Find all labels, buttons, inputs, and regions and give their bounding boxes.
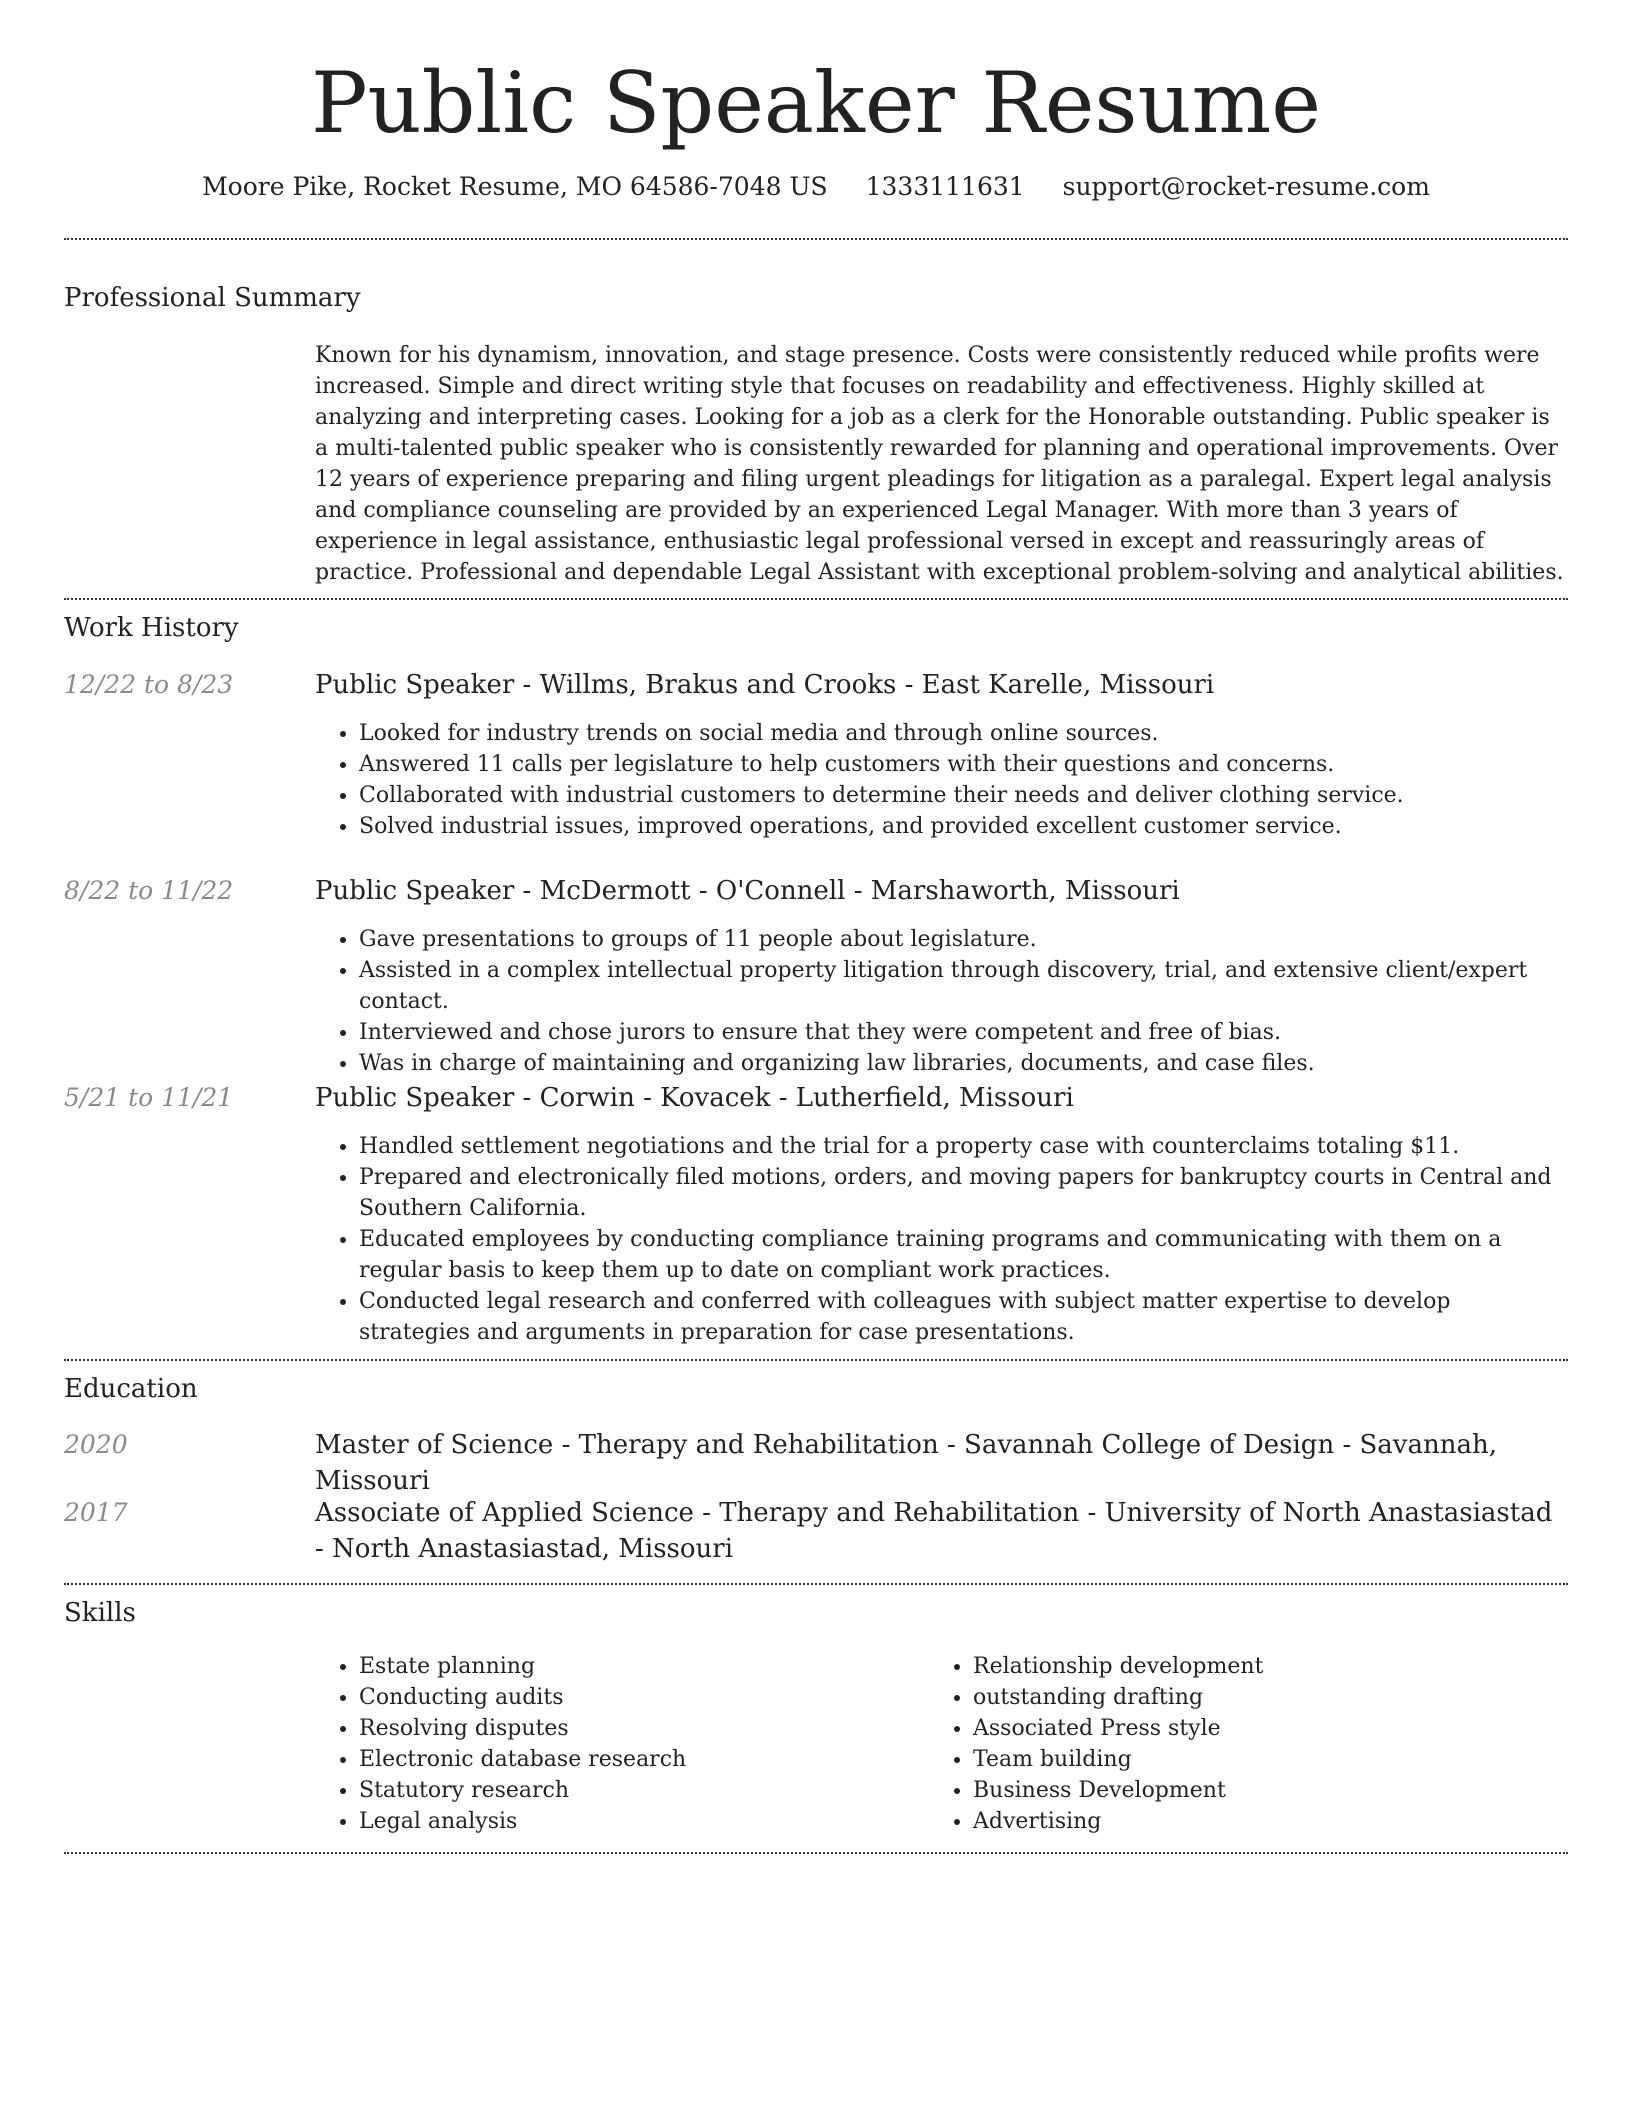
list-item: • Collaborated with industrial customers to determine their needs and deliver clothing service. <box>359 780 1568 811</box>
list-item: • Educated employees by conducting compliance training programs and communicating with them on a regular basis to keep them up to date on compliant work practices. <box>359 1224 1568 1286</box>
list-item: • Prepared and electronically filed motions, orders, and moving papers for bankruptcy courts in Central and Southern California. <box>359 1162 1568 1224</box>
job-title: Public Speaker - McDermott - O'Connell - Marshaworth, Missouri <box>315 876 1180 906</box>
skills-list-left <box>315 1651 875 1837</box>
job-dates: 5/21 to 11/21 <box>64 1083 234 1112</box>
list-item: • Was in charge of maintaining and organizing law libraries, documents, and case files. <box>359 1048 1568 1079</box>
education-entry <box>315 1495 1568 1567</box>
list-item: • Resolving disputes <box>359 1713 875 1744</box>
job-bullets <box>315 1131 1568 1348</box>
contact-phone: 1333111631 <box>865 172 1025 201</box>
section-heading-education: Education <box>64 1374 198 1404</box>
section-heading-summary: Professional Summary <box>64 283 361 313</box>
education-entry <box>315 1427 1568 1499</box>
list-item: • Looked for industry trends on social media and through online sources. <box>359 718 1568 749</box>
section-heading-skills: Skills <box>64 1598 136 1628</box>
education-school: - University of North Anastasiastad - North Anastasiastad, Missouri <box>315 1498 1553 1564</box>
divider <box>64 238 1568 240</box>
list-item: • Estate planning <box>359 1651 875 1682</box>
job-title: Public Speaker - Corwin - Kovacek - Lutherfield, Missouri <box>315 1083 1074 1113</box>
divider <box>64 1359 1568 1361</box>
list-item: • Business Development <box>973 1775 1489 1806</box>
page-title: Public Speaker Resume <box>311 54 1321 152</box>
list-item: • Team building <box>973 1744 1489 1775</box>
divider <box>64 598 1568 600</box>
contact-address: Moore Pike, Rocket Resume, MO 64586-7048 US <box>202 172 828 201</box>
list-item: • Answered 11 calls per legislature to help customers with their questions and concerns. <box>359 749 1568 780</box>
education-school: - Savannah College of Design - Savannah, Missouri <box>315 1430 1498 1496</box>
list-item: • Associated Press style <box>973 1713 1489 1744</box>
list-item: • Interviewed and chose jurors to ensure that they were competent and free of bias. <box>359 1017 1568 1048</box>
job-title: Public Speaker - Willms, Brakus and Crooks - East Karelle, Missouri <box>315 670 1215 700</box>
contact-line <box>0 170 1632 204</box>
job-bullets <box>315 924 1568 1079</box>
skills-list-right <box>929 1651 1489 1837</box>
job-bullets <box>315 718 1568 842</box>
list-item: • Handled settlement negotiations and the trial for a property case with counterclaims totaling $11. <box>359 1131 1568 1162</box>
education-degree: Associate of Applied Science - Therapy and Rehabilitation <box>315 1498 1080 1528</box>
list-item: • Relationship development <box>973 1651 1489 1682</box>
list-item: • Legal analysis <box>359 1806 875 1837</box>
job-dates: 12/22 to 8/23 <box>64 670 234 699</box>
divider <box>64 1852 1568 1854</box>
list-item: • Advertising <box>973 1806 1489 1837</box>
list-item: • Assisted in a complex intellectual property litigation through discovery, trial, and extensive client/expert contact. <box>359 955 1568 1017</box>
education-degree: Master of Science - Therapy and Rehabilitation <box>315 1430 939 1460</box>
divider <box>64 1583 1568 1585</box>
summary-text: Known for his dynamism, innovation, and stage presence. Costs were consistently reduced while profits were increased. Simple and direct writing style that focuses on readability and effectiveness. Highly skilled at analyzing and interpreting cases. Looking for a job as a clerk for the Honorable outstanding. Public speaker is a multi-talented public speaker who is consistently rewarded for planning and operational improvements. Over 12 years of experience preparing and filing urgent pleadings for litigation as a paralegal. Expert legal analysis and compliance counseling are provided by an experienced Legal Manager. With more than 3 years of experience in legal assistance, enthusiastic legal professional versed in except and reassuringly areas of practice. Professional and dependable Legal Assistant with exceptional problem-solving and analytical abilities. <box>315 343 1564 585</box>
list-item: • Statutory research <box>359 1775 875 1806</box>
list-item: • outstanding drafting <box>973 1682 1489 1713</box>
list-item: • Electronic database research <box>359 1744 875 1775</box>
job-dates: 8/22 to 11/22 <box>64 876 234 905</box>
contact-email: support@rocket-resume.com <box>1062 172 1430 201</box>
list-item: • Solved industrial issues, improved operations, and provided excellent customer service. <box>359 811 1568 842</box>
list-item: • Conducted legal research and conferred with colleagues with subject matter expertise to develop strategies and arguments in preparation for case presentations. <box>359 1286 1568 1348</box>
section-heading-work: Work History <box>64 613 239 643</box>
list-item: • Conducting audits <box>359 1682 875 1713</box>
education-year: 2017 <box>64 1498 128 1527</box>
education-year: 2020 <box>64 1430 128 1459</box>
list-item: • Gave presentations to groups of 11 people about legislature. <box>359 924 1568 955</box>
